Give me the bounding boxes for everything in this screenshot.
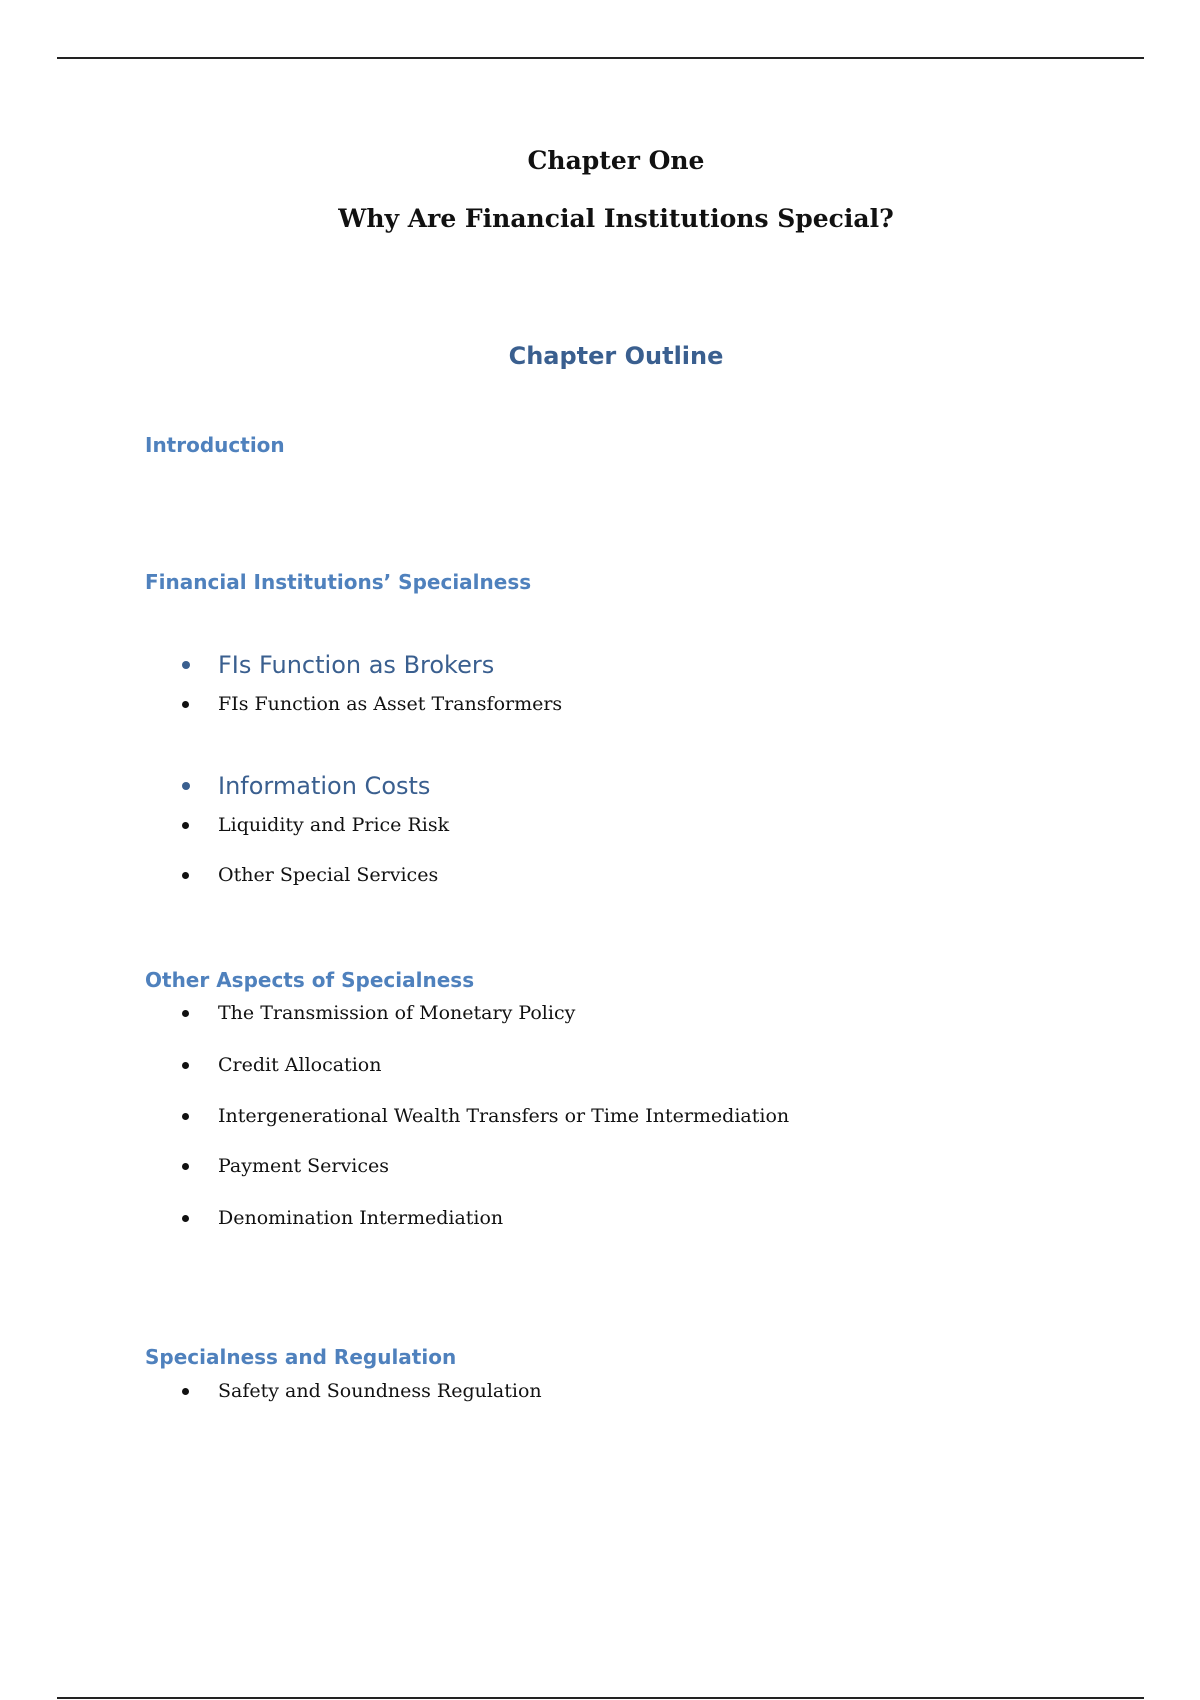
bullet-icon — [182, 1113, 189, 1120]
list-item-text: Payment Services — [218, 1155, 389, 1177]
bullet-icon — [182, 1163, 189, 1170]
bullet-icon — [182, 701, 189, 708]
chapter-title: Why Are Financial Institutions Special? — [338, 204, 894, 233]
bullet-icon — [182, 782, 190, 790]
list-item-text: Information Costs — [218, 772, 431, 800]
bullet-icon — [182, 1062, 189, 1069]
list-item — [182, 772, 431, 800]
list-item-text: Other Special Services — [218, 864, 439, 886]
list-item-text: Denomination Intermediation — [218, 1207, 504, 1229]
bullet-icon — [182, 1388, 189, 1395]
section-heading-other-aspects: Other Aspects of Specialness — [145, 968, 475, 992]
list-item — [182, 1002, 576, 1024]
list-item — [182, 814, 450, 836]
section-heading-specialness: Financial Institutions’ Specialness — [145, 570, 532, 594]
bullet-icon — [182, 1215, 189, 1222]
outline-heading: Chapter Outline — [508, 342, 724, 370]
bullet-icon — [182, 872, 189, 879]
list-item-text: FIs Function as Brokers — [218, 651, 495, 679]
list-item — [182, 1155, 389, 1177]
list-item — [182, 1105, 790, 1127]
bullet-icon — [182, 822, 189, 829]
list-item-text: The Transmission of Monetary Policy — [218, 1002, 576, 1024]
list-item-text: Credit Allocation — [218, 1054, 382, 1076]
chapter-number: Chapter One — [527, 146, 705, 175]
list-item-text: Intergenerational Wealth Transfers or Time Intermediation — [218, 1105, 790, 1127]
section-heading-regulation: Specialness and Regulation — [145, 1345, 457, 1369]
list-item — [182, 651, 495, 679]
list-item — [182, 693, 563, 715]
bullet-icon — [182, 661, 190, 669]
bottom-rule — [57, 1697, 1144, 1699]
list-item-text: Liquidity and Price Risk — [218, 814, 450, 836]
top-rule — [57, 57, 1144, 59]
bullet-icon — [182, 1010, 189, 1017]
list-item — [182, 1207, 504, 1229]
list-item — [182, 1380, 542, 1402]
list-item-text: Safety and Soundness Regulation — [218, 1380, 542, 1402]
section-heading-introduction: Introduction — [145, 433, 285, 457]
list-item — [182, 1054, 382, 1076]
list-item-text: FIs Function as Asset Transformers — [218, 693, 563, 715]
list-item — [182, 864, 439, 886]
